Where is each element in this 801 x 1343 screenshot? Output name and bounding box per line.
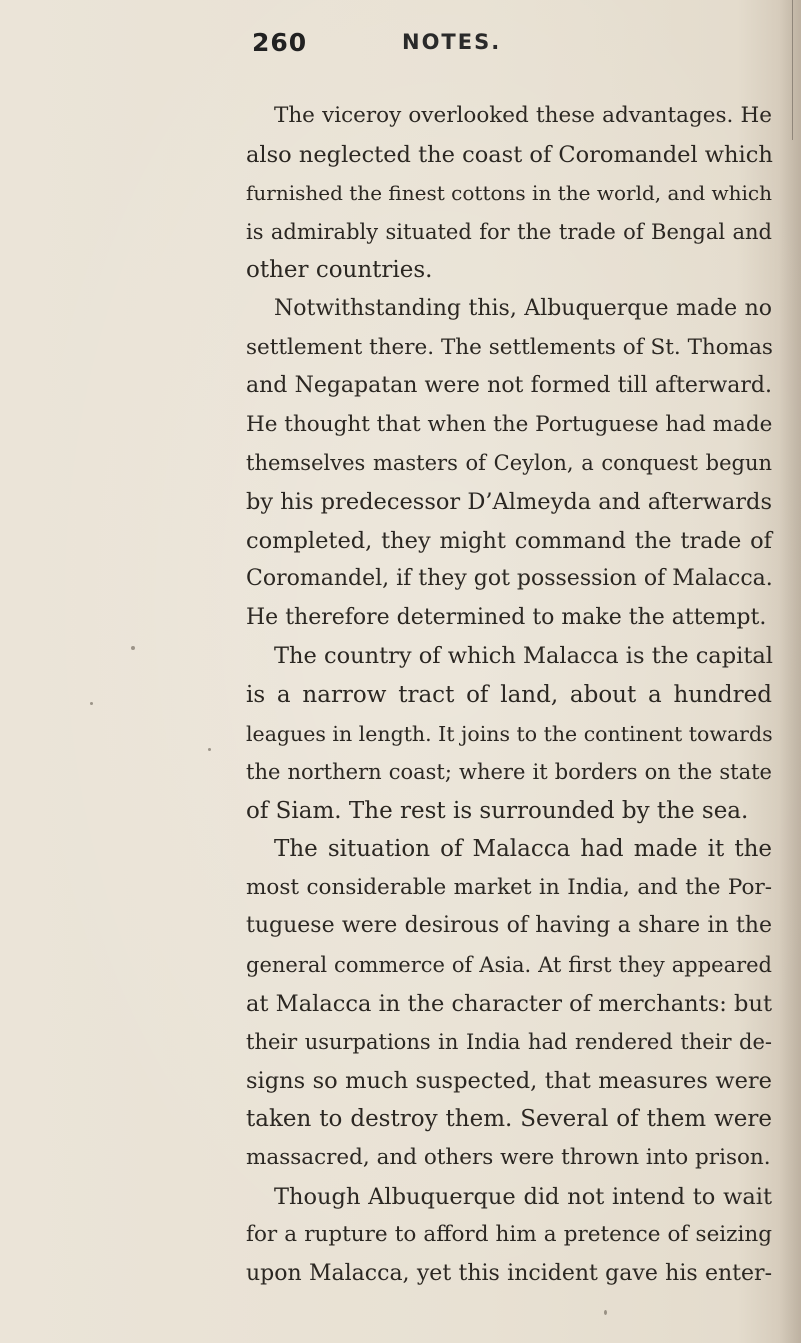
text-line: general commerce of Asia. At first they appeared — [246, 953, 772, 978]
text-line: massacred, and others were thrown into prison. — [246, 1145, 771, 1171]
text-line: other countries. — [246, 257, 433, 284]
text-line: Though Albuquerque did not intend to wait — [274, 1183, 772, 1210]
paper-speck — [604, 1310, 607, 1315]
text-line: is a narrow tract of land, about a hundred — [246, 681, 772, 708]
body-text — [246, 97, 772, 1293]
text-line: The situation of Malacca had made it the — [274, 836, 772, 863]
text-line: completed, they might command the trade of — [246, 527, 772, 554]
text-line: signs so much suspected, that measures were — [246, 1067, 772, 1094]
text-line: Notwithstanding this, Albuquerque made no — [274, 295, 772, 321]
paper-speck — [208, 748, 211, 751]
running-head — [0, 28, 801, 68]
text-line: furnished the finest cottons in the world, and which — [246, 181, 772, 206]
text-line: by his predecessor D’Almeyda and afterwards — [246, 488, 772, 515]
text-line: of Siam. The rest is surrounded by the sea. — [246, 797, 749, 824]
paper-speck — [90, 702, 93, 705]
text-line: upon Malacca, yet this incident gave his enter- — [246, 1260, 772, 1286]
text-line: He thought that when the Portuguese had made — [246, 411, 773, 437]
text-line: at Malacca in the character of merchants: but — [246, 990, 772, 1017]
text-line: their usurpations in India had rendered their de- — [246, 1030, 772, 1055]
text-line: Coromandel, if they got possession of Malacca. — [246, 566, 773, 592]
text-line: the northern coast; where it borders on the state — [246, 760, 772, 785]
page-edge-shadow — [779, 0, 801, 1343]
paper-speck — [131, 646, 135, 650]
text-line: The viceroy overlooked these advantages. He — [274, 103, 772, 128]
text-line: taken to destroy them. Several of them were — [246, 1106, 772, 1133]
page-edge-line — [792, 0, 793, 140]
text-line: He therefore determined to make the attempt. — [246, 604, 767, 630]
text-line: for a rupture to afford him a pretence of seizing — [246, 1222, 772, 1248]
text-line: tuguese were desirous of having a share in the — [246, 913, 772, 939]
text-line: themselves masters of Ceylon, a conquest begun — [246, 451, 772, 476]
running-title: NOTES. — [402, 30, 502, 54]
text-line: The country of which Malacca is the capital — [274, 643, 773, 670]
page-number: 260 — [252, 28, 308, 57]
text-line: most considerable market in India, and the Por- — [246, 874, 772, 900]
text-line: and Negapatan were not formed till afterward. — [246, 373, 772, 399]
text-line: leagues in length. It joins to the continent towards — [246, 721, 773, 746]
text-line: is admirably situated for the trade of Bengal and — [246, 219, 772, 244]
text-line: also neglected the coast of Coromandel which — [246, 141, 773, 168]
text-line: settlement there. The settlements of St. Thomas — [246, 334, 773, 360]
